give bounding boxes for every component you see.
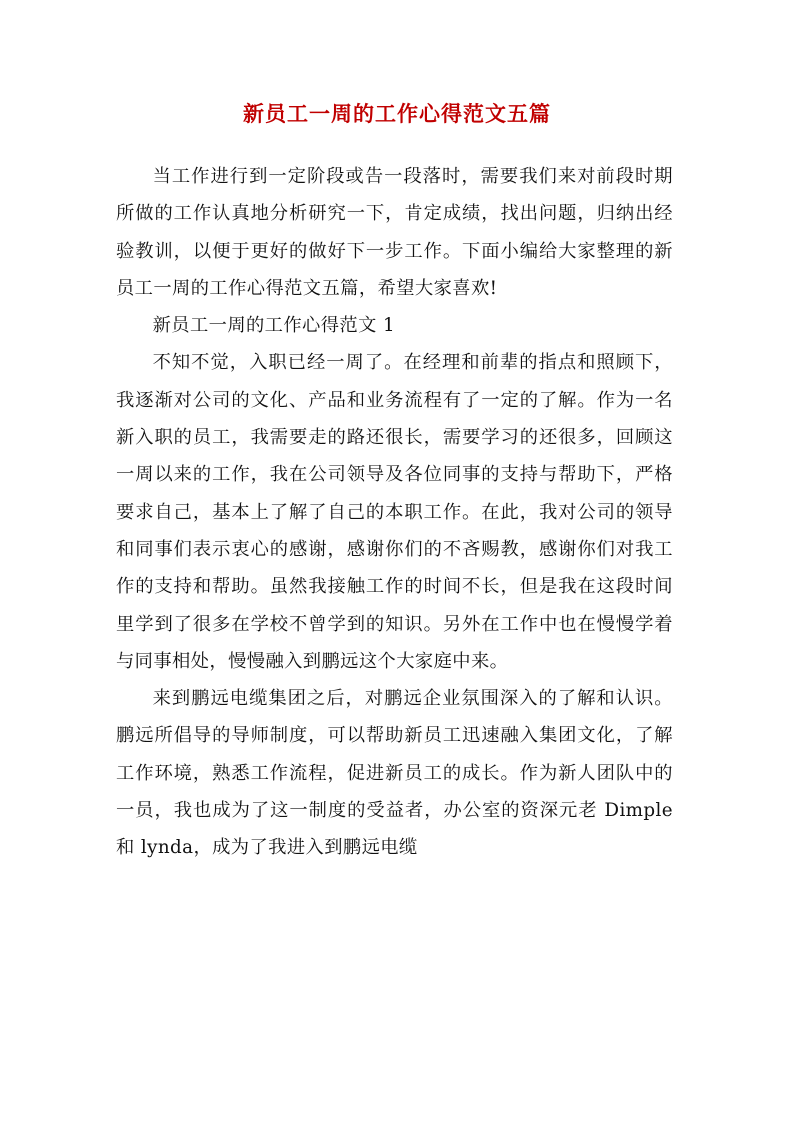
section-heading: 新员工一周的工作心得范文 1 (152, 315, 396, 337)
body-paragraph: 不知不觉，入职已经一周了。在经理和前辈的指点和照顾下，我逐渐对公司的文化、产品和业务流程有了一定的了解。作为一名新入职的员工，我需要走的路还很长，需要学习的还很多，回顾这一周以来的工作，我在公司领导及各位同事的支持与帮助下，严格要求自己，基本上了解了自己的本职工作。在此，我对公司的领导和同事们表示衷心的感谢，感谢你们的不吝赐教，感谢你们对我工作的支持和帮助。虽然我接触工作的时间不长，但是我在这段时间里学到了很多在学校不曾学到的知识。另外在工作中也在慢慢学着与同事相处，慢慢融入到鹏远这个大家庭中来。 (116, 352, 673, 672)
body-paragraph: 来到鹏远电缆集团之后，对鹏远企业氛围深入的了解和认识。鹏远所倡导的导师制度，可以帮助新员工迅速融入集团文化，了解工作环境，熟悉工作流程，促进新员工的成长。作为新人团队中的一员，我也成为了这一制度的受益者，办公室的资深元老 Dimple 和 lynda，成为了我进入到鹏远电缆 (116, 688, 673, 859)
document-body (116, 158, 673, 867)
document-title: 新员工一周的工作心得范文五篇 (243, 101, 551, 126)
intro-paragraph: 当工作进行到一定阶段或告一段落时，需要我们来对前段时期所做的工作认真地分析研究一下，肯定成绩，找出问题，归纳出经验教训，以便于更好的做好下一步工作。下面小编给大家整理的新员工一周的工作心得范文五篇，希望大家喜欢! (116, 166, 673, 299)
